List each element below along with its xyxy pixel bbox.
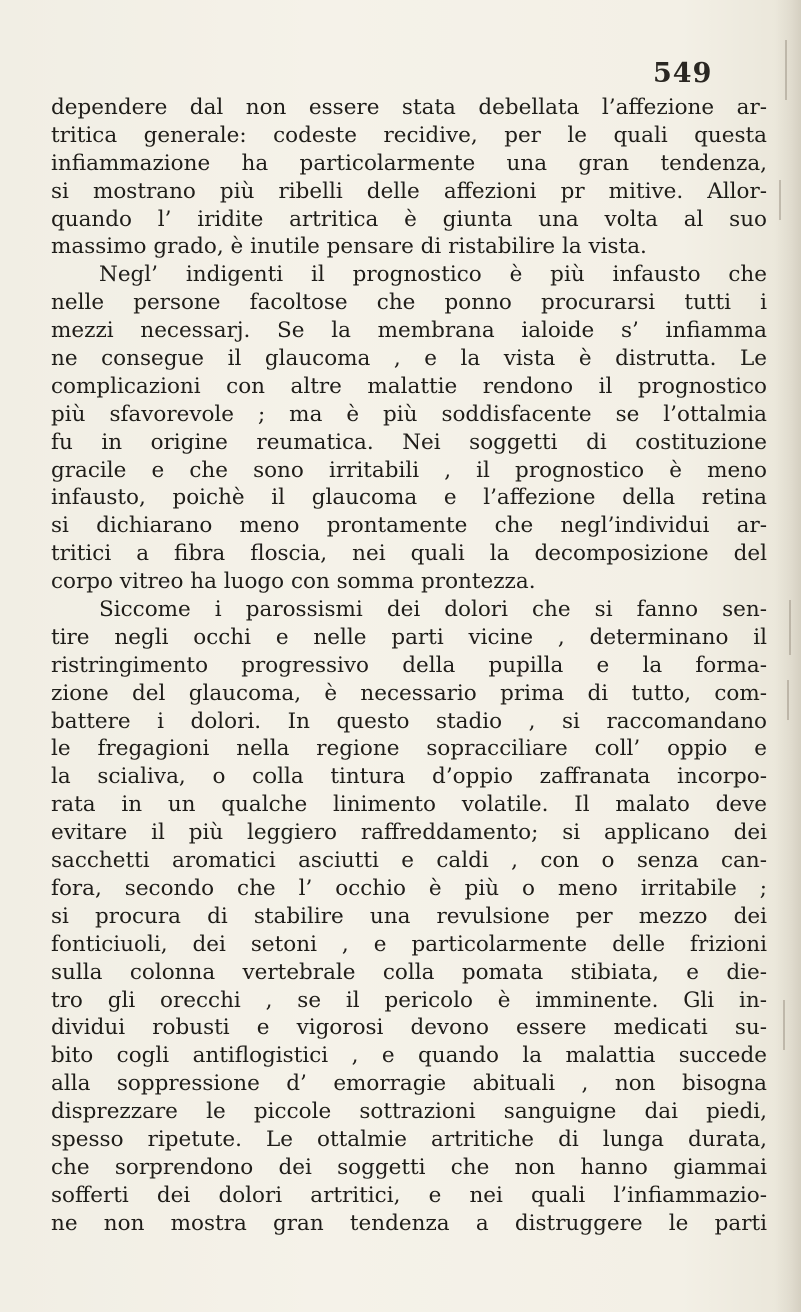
text-line: fonticiuoli, dei setoni , e particolarmente delle frizioni [51, 931, 767, 957]
text-line: tritici a fibra floscia, nei quali la decomposizione del [51, 541, 767, 567]
text-line: si procura di stabilire una revulsione per mezzo dei [51, 903, 767, 929]
text-line: disprezzare le piccole sottrazioni sanguigne dai piedi, [51, 1099, 767, 1125]
edge-mark [779, 180, 781, 220]
edge-mark [789, 600, 791, 655]
text-line: alla soppressione d’ emorragie abituali , non bisogna [51, 1071, 767, 1097]
text-line: tro gli orecchi , se il pericolo è imminente. Gli in- [51, 987, 767, 1013]
text-line: ne non mostra gran tendenza a distruggere le parti [51, 1210, 767, 1236]
text-line: complicazioni con altre malattie rendono il prognostico [51, 373, 767, 399]
text-line: che sorprendono dei soggetti che non hanno giammai [51, 1154, 767, 1180]
text-line: ne consegue il glaucoma , e la vista è distrutta. Le [51, 346, 767, 372]
text-line: quando l’ iridite artritica è giunta una volta al suo [51, 206, 767, 232]
text-line: le fregagioni nella regione sopracciliare coll’ oppio e [51, 736, 767, 762]
text-line: tire negli occhi e nelle parti vicine , determinano il [51, 624, 767, 650]
text-line: tritica generale: codeste recidive, per le quali questa [51, 122, 767, 148]
text-line: rata in un qualche linimento volatile. Il malato deve [51, 792, 767, 818]
edge-mark [787, 680, 789, 720]
text-line: bito cogli antiflogistici , e quando la malattia succede [51, 1043, 767, 1069]
edge-mark [783, 1000, 785, 1050]
text-line: più sfavorevole ; ma è più soddisfacente se l’ottalmia [51, 401, 767, 427]
text-line: spesso ripetute. Le ottalmie artritiche di lunga durata, [51, 1126, 767, 1152]
text-line: zione del glaucoma, è necessario prima di tutto, com- [51, 680, 767, 706]
text-line: ristringimento progressivo della pupilla e la forma- [51, 652, 767, 678]
text-line: nelle persone facoltose che ponno procurarsi tutti i [51, 290, 767, 316]
text-line: Negl’ indigenti il prognostico è più infausto che [99, 262, 767, 288]
text-line: dividui robusti e vigorosi devono essere medicati su- [51, 1015, 767, 1041]
text-line: mezzi necessarj. Se la membrana ialoide s’ infiamma [51, 318, 767, 344]
page-number: 549 [653, 58, 713, 89]
text-line: sacchetti aromatici asciutti e caldi , con o senza can- [51, 848, 767, 874]
text-line: fu in origine reumatica. Nei soggetti di costituzione [51, 429, 767, 455]
text-line: evitare il più leggiero raffreddamento; si applicano dei [51, 820, 767, 846]
text-line: corpo vitreo ha luogo con somma prontezza. [51, 569, 536, 595]
text-line: dependere dal non essere stata debellata l’affezione ar- [51, 95, 767, 120]
text-line: infiammazione ha particolarmente una gran tendenza, [51, 150, 767, 176]
edge-mark [785, 40, 787, 100]
text-line: gracile e che sono irritabili , il prognostico è meno [51, 457, 767, 483]
text-line: sulla colonna vertebrale colla pomata stibiata, e die- [51, 959, 767, 985]
body-text [51, 94, 767, 1238]
text-line: Siccome i parossismi dei dolori che si fanno sen- [99, 597, 767, 623]
text-line: la scialiva, o colla tintura d’oppio zaffranata incorpo- [51, 764, 767, 790]
text-line: fora, secondo che l’ occhio è più o meno irritabile ; [51, 875, 767, 901]
text-line: si mostrano più ribelli delle affezioni pr mitive. Allor- [51, 178, 767, 204]
text-line: sofferti dei dolori artritici, e nei quali l’infiammazio- [51, 1182, 767, 1208]
text-line: massimo grado, è inutile pensare di ristabilire la vista. [51, 234, 647, 260]
text-line: si dichiarano meno prontamente che negl’individui ar- [51, 513, 767, 539]
text-line: battere i dolori. In questo stadio , si raccomandano [51, 708, 767, 734]
text-line: infausto, poichè il glaucoma e l’affezione della retina [51, 485, 767, 511]
